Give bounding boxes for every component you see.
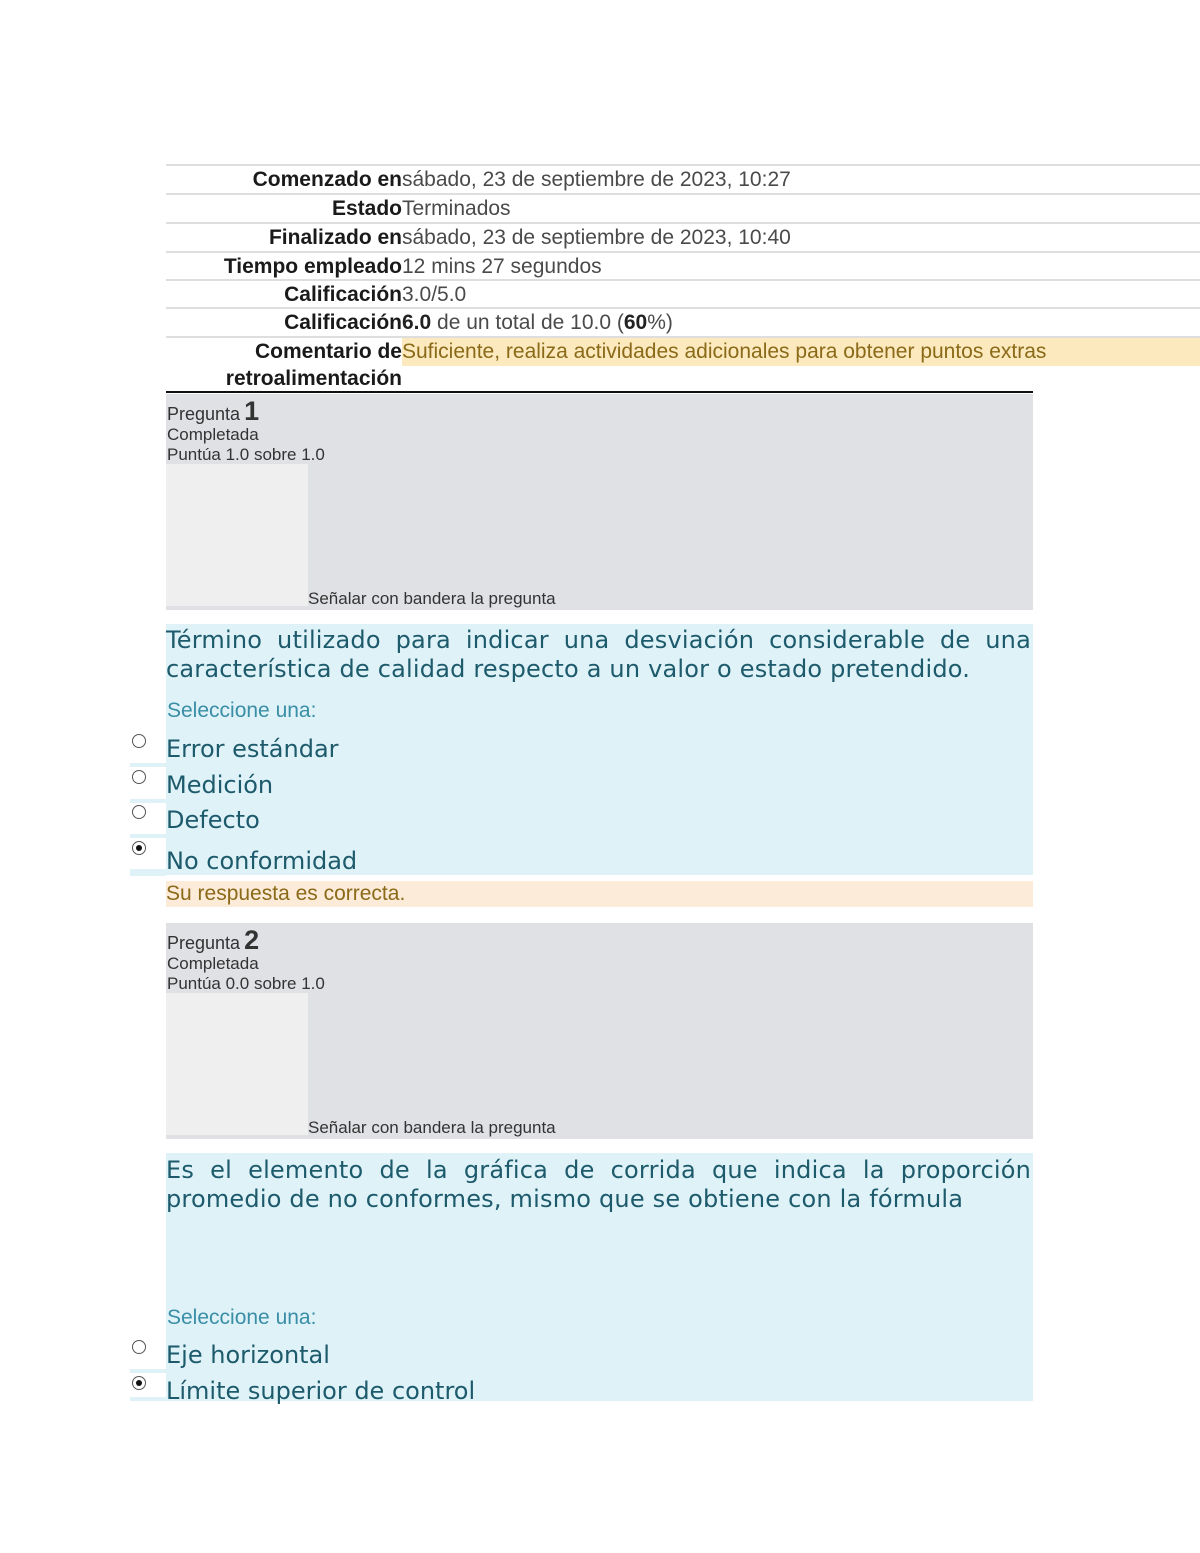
started-label: Comenzado en: [252, 168, 402, 191]
started-value: sábado, 23 de septiembre de 2023, 10:27: [402, 168, 791, 191]
radio-button[interactable]: [132, 734, 146, 748]
feedback-label-1: Comentario de: [254, 340, 402, 363]
summary-row-state: [166, 193, 1200, 222]
question-label: Pregunta: [167, 404, 241, 424]
option-label[interactable]: Medición: [166, 771, 274, 799]
feedback-value: Suficiente, realiza actividades adicionales para obtener puntos extras: [402, 338, 1200, 366]
question-1-info: [166, 394, 1033, 610]
grade-percent: 60: [623, 311, 648, 334]
grade-value: [402, 309, 1200, 337]
radio-button[interactable]: [132, 770, 146, 784]
question-1-number: [167, 396, 259, 427]
question-1-state: Completada: [167, 425, 259, 444]
question-2-number: [167, 925, 259, 956]
question-1-text: Término utilizado para indicar una desviación considerable de una característica de calidad respecto a un valor o estado pretendido.: [166, 626, 1031, 683]
question-1-info-side: [166, 464, 308, 606]
feedback-label-2: retroalimentación: [225, 367, 402, 390]
finished-label: Finalizado en: [268, 226, 402, 249]
attempt-summary: [166, 164, 1200, 390]
time-value: 12 mins 27 segundos: [402, 255, 602, 278]
question-1-prompt: Seleccione una:: [167, 699, 317, 722]
summary-row-grade: [166, 307, 1200, 336]
question-number: 1: [244, 396, 260, 426]
question-2-text: Es el elemento de la gráfica de corrida que indica la proporción promedio de no conformes, mismo que se obtiene con la fórmula: [166, 1156, 1031, 1213]
option-label[interactable]: No conformidad: [166, 847, 358, 875]
question-1-option[interactable]: [130, 767, 1033, 803]
question-1-flag-link[interactable]: Señalar con bandera la pregunta: [308, 589, 556, 608]
radio-button[interactable]: [132, 805, 146, 819]
summary-row-finished: [166, 222, 1200, 251]
question-1-option[interactable]: [130, 731, 1033, 767]
option-label[interactable]: Eje horizontal: [166, 1341, 330, 1369]
question-2-info: [166, 923, 1033, 1139]
question-2-flag-link[interactable]: Señalar con bandera la pregunta: [308, 1118, 556, 1137]
state-value: Terminados: [402, 197, 511, 220]
marks-value: 3.0/5.0: [402, 283, 467, 306]
option-label[interactable]: Límite superior de control: [166, 1377, 476, 1405]
marks-label: Calificación: [284, 283, 402, 306]
question-2-option[interactable]: [130, 1337, 1033, 1373]
option-label[interactable]: Defecto: [166, 806, 260, 834]
question-2-prompt: Seleccione una:: [167, 1306, 317, 1329]
summary-divider: [166, 391, 1033, 393]
question-1-grade: Puntúa 1.0 sobre 1.0: [167, 445, 325, 464]
question-label: Pregunta: [167, 933, 241, 953]
radio-button[interactable]: [132, 1340, 146, 1354]
radio-button-selected[interactable]: [132, 1376, 146, 1390]
question-1-feedback: Su respuesta es correcta.: [166, 881, 1033, 907]
question-2-content-leftband: [130, 1397, 166, 1401]
time-label: Tiempo empleado: [223, 255, 402, 278]
grade-mid: de un total de 10.0 (: [431, 311, 624, 334]
option-label[interactable]: Error estándar: [166, 735, 339, 763]
finished-value: sábado, 23 de septiembre de 2023, 10:40: [402, 226, 791, 249]
summary-row-time: [166, 251, 1200, 279]
grade-label: Calificación: [284, 311, 402, 334]
question-1-content-leftband: [130, 869, 166, 876]
radio-button-selected[interactable]: [132, 841, 146, 855]
state-label: Estado: [331, 197, 402, 220]
summary-row-marks: [166, 279, 1200, 307]
question-1-option[interactable]: [130, 838, 1033, 876]
question-2-option[interactable]: [130, 1373, 1033, 1409]
question-2-grade: Puntúa 0.0 sobre 1.0: [167, 974, 325, 993]
grade-end: %): [647, 311, 673, 334]
summary-row-started: [166, 164, 1200, 193]
grade-score: 6.0: [402, 311, 432, 334]
question-1-option[interactable]: [130, 802, 1033, 838]
summary-row-feedback: [166, 336, 1200, 390]
question-2-state: Completada: [167, 954, 259, 973]
question-number: 2: [244, 925, 260, 955]
question-2-info-side: [166, 993, 308, 1135]
